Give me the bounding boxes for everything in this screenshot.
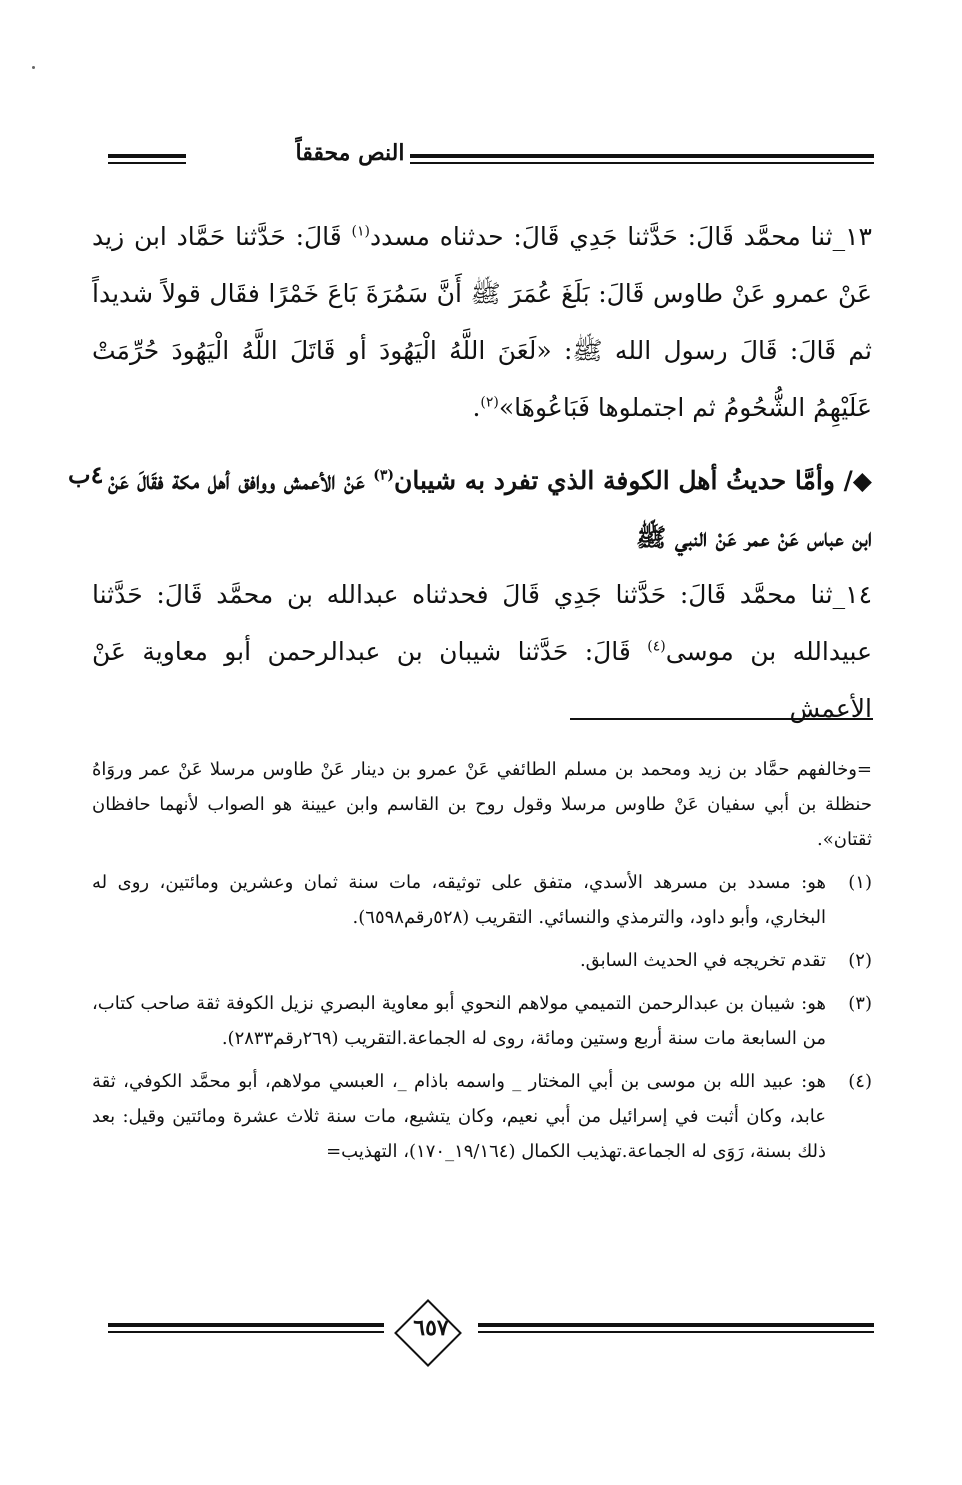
hadith-14 xyxy=(92,566,872,737)
footnote-continuation xyxy=(92,752,872,857)
hadith-13 xyxy=(92,208,872,436)
running-header xyxy=(108,138,874,178)
footnote-text: هو: عبيد الله بن موسى بن أبي المختار _ واسمه باذام _، العبسي مولاهم، أبو محمَّد الكوفي، ثقة عابد، وكان أثبت في إسرائيل من أبي نعيم، وكان يتشيع، مات سنة ثلاث عشرة ومائتين وقيل: بعد ذلك بسنة، رَوَى له الجماعة.تهذيب الكمال (١٩/١٦٤_١٧٠)، التهذيب= xyxy=(92,1071,826,1162)
footnote-text: هو: شيبان بن عبدالرحمن التميمي مولاهم النحوي أبو معاوية البصري نزيل الكوفة ثقة صاحب كتاب، من السابعة مات سنة أربع وستين ومائة، روى له الجماعة.التقريب (٢٦٩رقم٢٨٣٣). xyxy=(92,993,826,1049)
footnote-separator xyxy=(570,718,873,720)
footnote-2 xyxy=(92,943,872,978)
section-heading xyxy=(92,452,872,566)
hadith-13-text-a: ١٣_ثنا محمَّد قَالَ: حَدَّثنا جَدِي قَالَ: حدثناه مسدد xyxy=(370,222,872,251)
section-heading-text-a: ◆/ وأمَّا حديثُ أهل الكوفة الذي تفرد به شيبان xyxy=(394,466,872,495)
footnotes xyxy=(92,752,872,1177)
hadith-14-text-b: قَالَ: حَدَّثنا شيبان بن عبدالرحمن أبو معاوية عَنْ الأعمش xyxy=(92,637,872,723)
scan-speck xyxy=(32,66,35,69)
manuscript-folio-note: ٤ب xyxy=(68,460,104,489)
hadith-13-text-b: قَالَ: حَدَّثنا حَمَّاد ابن زيد عَنْ عمرو عَنْ طاوس قَالَ: بَلَغَ عُمَرَ ﷺ أَنَّ سَمُرَةَ بَاعَ خَمْرًا فقَال قولاً شديداً ثم قَالَ: قَالَ رسول الله ﷺ: «لَعَنَ اللَّهُ الْيَهُودَ أو قَاتَلَ اللَّهُ الْيَهُودَ حُرِّمَتْ عَلَيْهِمُ الشُّحُومُ ثم اجتملوها فَبَاعُوهَا» xyxy=(92,222,872,422)
page-number: ٦٥٧ xyxy=(413,1315,449,1341)
footer-rule-left xyxy=(108,1323,384,1333)
footnote-ref-2: (٢) xyxy=(480,394,499,411)
footnote-ref-4: (٤) xyxy=(647,638,666,655)
hadith-13-end: . xyxy=(472,393,481,422)
footnote-number: (٢) xyxy=(848,950,872,971)
footnote-4 xyxy=(92,1064,872,1169)
header-rule-left xyxy=(108,154,186,164)
footnote-number: (٤) xyxy=(848,1071,872,1092)
page-footer xyxy=(108,1303,874,1359)
footnote-continuation-text: =وخالفهم حمَّاد بن زيد ومحمد بن مسلم الطائفي عَنْ عمرو بن دينار عَنْ طاوس مرسلا عَنْ عمر وروَاهُ حنظلة بن أبي سفيان عَنْ طاوس مرسلا وقول روح بن القاسم وابن عيينة هو الصواب لأنهما حافظان ثقتان». xyxy=(92,759,872,850)
header-rule-right xyxy=(410,154,874,164)
footnote-ref-3: (٣) xyxy=(373,467,395,484)
section-heading-text-b: عَنْ الأعمش ووافق أهل مكة فقَالَ عَنْ ابن عباس عَنْ عمر عَنْ النبي ﷺ xyxy=(108,466,872,552)
footnote-text: تقدم تخريجه في الحديث السابق. xyxy=(579,950,826,971)
footer-rule-right xyxy=(478,1323,874,1333)
footnote-number: (٣) xyxy=(848,993,872,1014)
footnote-ref-1: (١) xyxy=(351,223,370,240)
footnote-3 xyxy=(92,986,872,1056)
header-title: النص محققاً xyxy=(295,140,405,166)
footnote-1 xyxy=(92,865,872,935)
footnote-text: هو: مسدد بن مسرهد الأسدي، متفق على توثيقه، مات سنة ثمان وعشرين ومائتين، روى له البخاري، وأبو داود، والترمذي والنسائي. التقريب (٥٢٨رقم٦٥٩٨). xyxy=(92,872,826,928)
footnote-number: (١) xyxy=(848,872,872,893)
hadith-14-text-a: ١٤_ثنا محمَّد قَالَ: حَدَّثنا جَدِي قَالَ فحدثناه عبدالله بن محمَّد قَالَ: حَدَّثنا عبيدالله بن موسى xyxy=(92,580,872,666)
